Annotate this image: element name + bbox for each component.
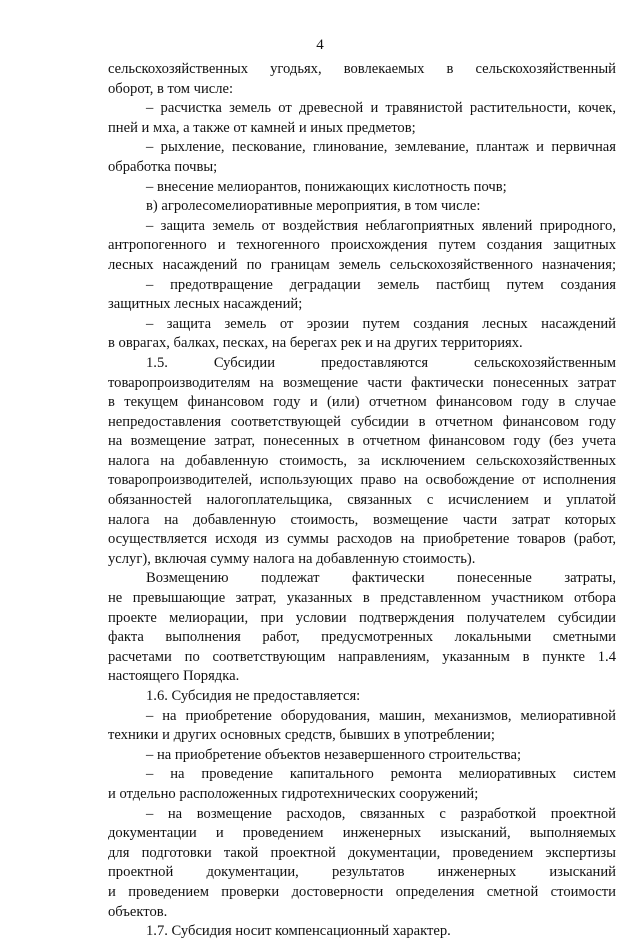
text-line: – на приобретение оборудования, машин, механизмов, мелиоративной (146, 707, 616, 724)
text-line: техники и других основных средств, бывших в употреблении; (108, 727, 495, 744)
text-line: 1.5. Субсидии предоставляются сельскохозяйственным (146, 354, 616, 371)
text-line: – на проведение капитального ремонта мелиоративных систем (146, 766, 616, 783)
text-line: Возмещению подлежат фактически понесенные затраты, (146, 570, 616, 587)
text-line: в) агролесомелиоративные мероприятия, в том числе: (146, 198, 481, 215)
page-number: 4 (316, 37, 324, 53)
text-line: непредоставления соответствующей субсидии в отчетном финансовом году (108, 413, 616, 430)
text-line: в текущем финансовом году и (или) отчетном финансовом году в случае (108, 394, 616, 411)
text-line: проекте мелиорации, при условии подтверждения получателем субсидии (108, 609, 616, 626)
text-line: – защита земель от воздействия неблагоприятных явлений природного, (146, 217, 616, 234)
document-body-text (108, 60, 616, 942)
text-line: факта выполнения работ, предусмотренных локальными сметными (108, 629, 616, 646)
text-line: лесных насаждений по границам земель сельскохозяйственного назначения; (108, 256, 616, 273)
text-line: – защита земель от эрозии путем создания лесных насаждений (146, 315, 616, 332)
text-line: не превышающие затрат, указанных в представленном участником отбора (108, 590, 616, 607)
text-line: антропогенного и техногенного происхождения путем создания защитных (108, 237, 616, 254)
text-line: осуществляется исходя из суммы расходов на приобретение товаров (работ, (108, 531, 616, 548)
text-line: для подготовки такой проектной документации, проведением экспертизы (108, 844, 616, 861)
text-line: в оврагах, балках, песках, на берегах рек и на других территориях. (108, 335, 523, 352)
text-line: расчетами по соответствующим направлениям, указанным в пункте 1.4 (108, 648, 616, 665)
text-line: сельскохозяйственных угодьях, вовлекаемых в сельскохозяйственный (108, 61, 616, 77)
text-line: налога на добавленную стоимость, возмещение части затрат которых (108, 511, 616, 528)
text-line: проектной документации, результатов инженерных изысканий (108, 864, 616, 881)
text-line: оборот, в том числе: (108, 80, 234, 97)
text-line: на возмещение затрат, понесенных в отчетном финансовом году (без учета (108, 433, 616, 450)
text-line: – рыхление, пескование, глинование, землевание, плантаж и первичная (146, 139, 616, 156)
text-line: документации и проведением инженерных изысканий, выполняемых (108, 825, 616, 842)
text-line: и отдельно расположенных гидротехнических сооружений; (108, 785, 479, 802)
text-line: обработка почвы; (108, 158, 218, 175)
text-line: – расчистка земель от древесной и травянистой растительности, кочек, (146, 100, 616, 117)
text-line: товаропроизводителям на возмещение части фактически понесенных затрат (108, 374, 616, 391)
text-line: объектов. (108, 903, 168, 920)
text-line: – на возмещение расходов, связанных с разработкой проектной (146, 805, 616, 822)
text-line: настоящего Порядка. (108, 668, 240, 685)
text-line: – на приобретение объектов незавершенного строительства; (146, 746, 521, 763)
text-line: 1.6. Субсидия не предоставляется: (146, 688, 361, 704)
text-line: товаропроизводителей, использующих право на освобождение от исполнения (108, 472, 616, 489)
text-line: защитных лесных насаждений; (108, 296, 303, 313)
text-line: обязанностей налогоплательщика, связанных с исчислением и уплатой (108, 492, 616, 509)
text-line: пней и мха, а также от камней и иных предметов; (108, 119, 416, 136)
text-line: услуг), включая сумму налога на добавленную стоимость). (108, 550, 476, 567)
text-line: налога на добавленную стоимость, за исключением сельскохозяйственных (108, 452, 616, 469)
text-line: 1.7. Субсидия носит компенсационный характер. (146, 923, 451, 940)
text-line: – предотвращение деградации земель пастбищ путем создания (146, 276, 616, 293)
text-line: – внесение мелиорантов, понижающих кислотность почв; (146, 178, 507, 195)
text-line: и проведением проверки достоверности определения сметной стоимости (108, 883, 616, 900)
